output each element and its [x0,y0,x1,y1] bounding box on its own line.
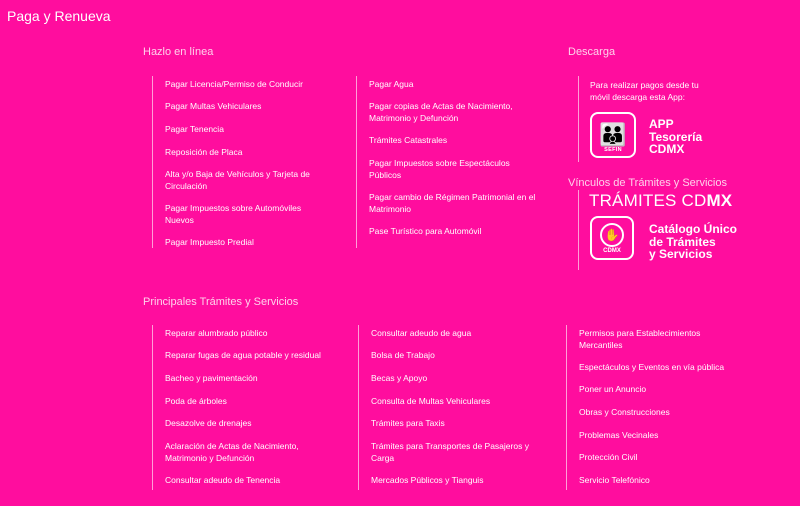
page-title: Paga y Renueva [7,8,111,24]
link-alta-baja[interactable]: Alta y/o Baja de Vehículos y Tarjeta de Circulación [165,169,310,191]
principales-column-3 [566,325,766,490]
link-aclaracion-actas[interactable]: Aclaración de Actas de Nacimiento, Matrimonio y Defunción [165,441,299,463]
link-anuncio[interactable]: Poner un Anuncio [579,384,647,394]
link-bolsa-trabajo[interactable]: Bolsa de Trabajo [371,350,435,360]
link-desazolve[interactable]: Desazolve de drenajes [165,418,252,428]
link-automoviles-nuevos[interactable]: Pagar Impuestos sobre Automóviles Nuevos [165,203,302,225]
hazlo-column-1 [152,76,342,248]
link-actas[interactable]: Pagar copias de Actas de Nacimiento, Matrimonio y Defunción [369,101,513,123]
link-espectaculos[interactable]: Pagar Impuestos sobre Espectáculos Públicos [369,158,510,180]
link-adeudo-tenencia[interactable]: Consultar adeudo de Tenencia [165,475,281,485]
link-licencia[interactable]: Pagar Licencia/Permiso de Conducir [165,79,303,89]
descarga-column [578,76,778,162]
section-title-descarga: Descarga [568,46,616,58]
app-name[interactable]: APP Tesorería CDMX [649,117,703,156]
link-bacheo[interactable]: Bacheo y pavimentación [165,373,258,383]
link-catastrales[interactable]: Trámites Catastrales [369,135,448,145]
link-predial[interactable]: Pagar Impuesto Predial [165,237,254,247]
link-taxis[interactable]: Trámites para Taxis [371,418,445,428]
catalogo-icon-label: CDMX [603,247,621,254]
link-alumbrado[interactable]: Reparar alumbrado público [165,328,268,338]
link-permisos[interactable]: Permisos para Establecimientos Mercantiles [579,328,701,350]
link-multas[interactable]: Pagar Multas Vehiculares [165,101,262,111]
section-title-vinculos: Vínculos de Trámites y Servicios [568,177,727,189]
link-mercados[interactable]: Mercados Públicos y Tianguis [371,475,484,485]
link-regimen[interactable]: Pagar cambio de Régimen Patrimonial en el Matrimonio [369,192,536,214]
hazlo-column-2 [356,76,546,248]
link-tenencia[interactable]: Pagar Tenencia [165,124,224,134]
hand-icon: ✋ [600,223,624,247]
app-icon-label: SEFIN [604,147,622,153]
link-transportes[interactable]: Trámites para Transportes de Pasajeros y Carga [371,441,529,463]
catalogo-name[interactable]: Catálogo Único de Trámites y Servicios [649,222,738,261]
catalogo-icon[interactable] [590,216,634,260]
principales-column-2 [358,325,553,490]
app-tesoreria-icon[interactable] [590,112,636,158]
principales-column-1 [152,325,347,490]
descarga-text: Para realizar pagos desde tu móvil descarga esta App: [590,80,699,102]
link-vecinales[interactable]: Problemas Vecinales [579,430,659,440]
link-agua[interactable]: Pagar Agua [369,79,414,89]
link-placa[interactable]: Reposición de Placa [165,147,243,157]
tramites-cdmx-logo[interactable]: TRÁMITES CDMX [589,191,733,210]
link-proteccion-civil[interactable]: Protección Civil [579,452,638,462]
vinculos-column [578,190,778,270]
link-fugas[interactable]: Reparar fugas de agua potable y residual [165,350,321,360]
link-consulta-multas[interactable]: Consulta de Multas Vehiculares [371,396,491,406]
link-adeudo-agua[interactable]: Consultar adeudo de agua [371,328,472,338]
section-title-hazlo: Hazlo en línea [143,46,214,58]
section-title-principales: Principales Trámites y Servicios [143,296,299,308]
link-obras[interactable]: Obras y Construcciones [579,407,670,417]
link-poda[interactable]: Poda de árboles [165,396,227,406]
link-becas[interactable]: Becas y Apoyo [371,373,428,383]
family-icon: 👪 [599,122,627,147]
link-espectaculos-eventos[interactable]: Espectáculos y Eventos en vía pública [579,362,725,372]
link-telefonico[interactable]: Servicio Telefónico [579,475,650,485]
link-pase-turistico[interactable]: Pase Turístico para Automóvil [369,226,482,236]
